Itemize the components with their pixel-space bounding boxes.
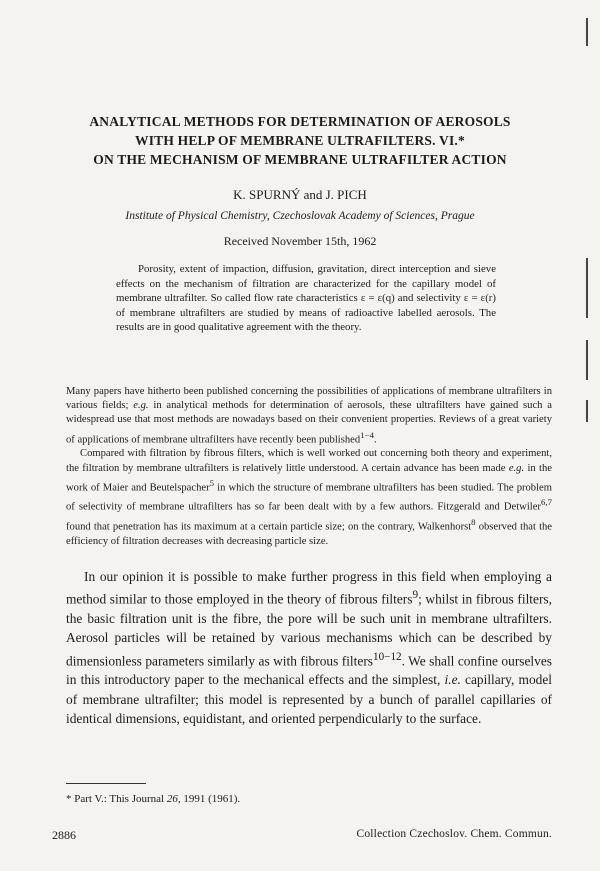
text-run: in which the structure of membrane ultrafilters has been studied. The problem of selectivity of membrane ultrafilters has so far been dealt with by a few authors. Fitzgerald and Detwiler bbox=[66, 482, 552, 514]
citation: 10−12 bbox=[373, 650, 402, 663]
authors: K. SPURNÝ and J. PICH bbox=[233, 187, 367, 202]
text-run: Many papers have hitherto been published concerning the possibilities of applications of membrane ultrafilters in various fields; bbox=[66, 386, 552, 412]
scan-margin-mark bbox=[586, 340, 588, 380]
text-run: 26 bbox=[166, 793, 178, 805]
text-run: in the work of Maier and Beutelspacher bbox=[66, 462, 552, 494]
body-paragraph bbox=[66, 567, 552, 728]
affiliation: Institute of Physical Chemistry, Czechoslovak Academy of Sciences, Prague bbox=[125, 210, 475, 222]
intro-paragraph-2 bbox=[66, 447, 552, 549]
text-run: In our opinion it is possible to make further progress in this field when employing a method similar to those employed in the theory of fibrous filters bbox=[66, 569, 552, 607]
text-run: e.g. bbox=[133, 400, 149, 412]
citation: 9 bbox=[412, 589, 419, 602]
introduction bbox=[66, 385, 552, 549]
text-run: observed that the efficiency of filtration decreases with decreasing particle size. bbox=[66, 521, 553, 547]
text-run: e.g. bbox=[508, 462, 525, 474]
text-run: found that penetration has its maximum at a certain particle size; on the contrary, Walkenhorst bbox=[66, 521, 472, 533]
title-line-2: WITH HELP OF MEMBRANE ULTRAFILTERS. VI.* bbox=[135, 133, 465, 148]
footnote bbox=[66, 793, 466, 805]
title-line-3: ON THE MECHANISM OF MEMBRANE ULTRAFILTER ACTION bbox=[93, 152, 507, 167]
scan-margin-mark bbox=[586, 18, 588, 46]
citation: 8 bbox=[471, 517, 476, 528]
text-run: Compared with filtration by fibrous filters, which is well worked out concerning both theory and experiment, the filtration by membrane ultrafilters is relatively little understood. A certain advance has been made bbox=[66, 448, 552, 474]
paper-title bbox=[40, 112, 560, 169]
text-run: in analytical methods for determination of aerosols, these ultrafilters have gained such a widespread use that most methods are nowadays based on their convenient properties. Reviews of a great variety of applications of membrane ultrafilters have recently been published bbox=[66, 400, 552, 446]
footnote-rule bbox=[66, 783, 146, 784]
received-date: Received November 15th, 1962 bbox=[223, 234, 377, 248]
text-run: , 1991 (1961). bbox=[177, 793, 241, 805]
text-run: capillary, model of membrane ultrafilter; this model is represented by a bunch of parallel capillaries of identical dimensions, equidistant, and oriented perpendicularly to the surface. bbox=[66, 672, 553, 727]
citation: 6,7 bbox=[540, 497, 552, 508]
text-run: . We shall confine ourselves in this introductory paper to the mechanical effects and the simplest, bbox=[66, 653, 553, 688]
text-run: i.e. bbox=[444, 672, 461, 688]
page-number: 2886 bbox=[52, 828, 76, 842]
journal-name: Collection Czechoslov. Chem. Commun. bbox=[356, 828, 552, 840]
text-run: . bbox=[373, 434, 377, 446]
scan-margin-mark bbox=[586, 258, 588, 318]
text-run: * Part V.: This Journal bbox=[66, 793, 167, 805]
text-run: ; whilst in fibrous filters, the basic filtration unit is the fibre, the pore will be such unit in membrane ultrafilters. Aerosol particles will be retained by various mechanisms which can be described by dimensionless parameters similarly as with fibrous filters bbox=[66, 591, 552, 669]
citation: 5 bbox=[209, 477, 215, 488]
scan-margin-mark bbox=[586, 400, 588, 422]
intro-paragraph-1 bbox=[66, 385, 552, 447]
abstract: Porosity, extent of impaction, diffusion, gravitation, direct interception and sieve effects on the mechanism of filtration are characterized for the capillary model of membrane ultrafilter. So called flow rate characteristics ε = ε(q) and selectivity ε = ε(r) of membrane ultrafilters are studied by means of radioactive labelled aerosols. The results are in good qualitative agreement with the theory. bbox=[116, 263, 496, 334]
title-line-1: ANALYTICAL METHODS FOR DETERMINATION OF AEROSOLS bbox=[89, 114, 511, 129]
citation: 1−4 bbox=[360, 429, 374, 440]
